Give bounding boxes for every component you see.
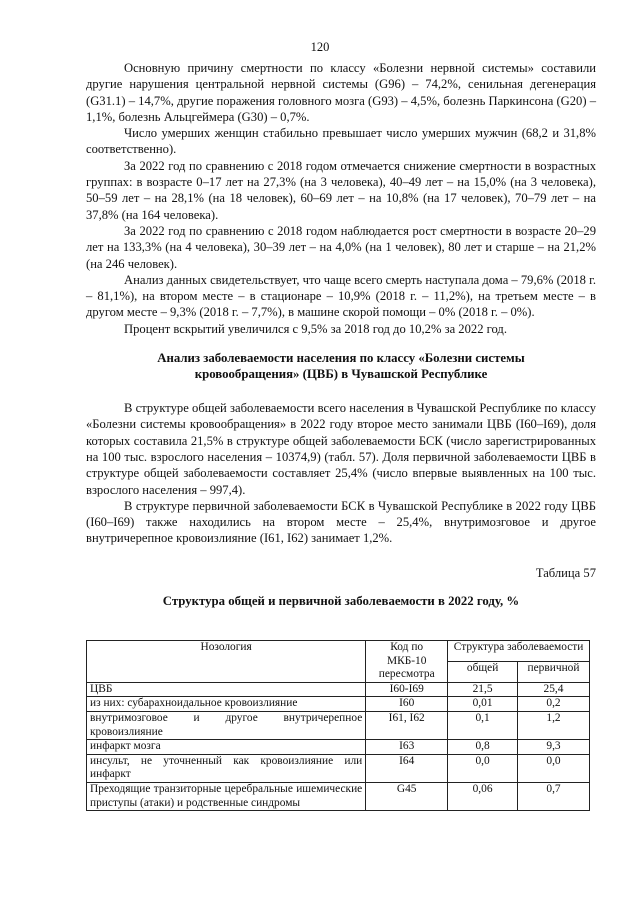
row-general: 0,06 xyxy=(448,782,518,810)
row-nosology: Преходящие транзиторные церебральные ишемические приступы (атаки) и родственные синдромы xyxy=(87,782,366,810)
document-body xyxy=(86,60,596,609)
row-primary: 25,4 xyxy=(518,682,590,697)
row-code: I64 xyxy=(366,754,448,782)
table-row xyxy=(87,711,590,739)
row-nosology: инсульт, не уточненный как кровоизлияние или инфаркт xyxy=(87,754,366,782)
paragraph: Число умерших женщин стабильно превышает число умерших мужчин (68,2 и 31,8% соответственно). xyxy=(86,126,596,157)
paragraph: За 2022 год по сравнению с 2018 годом отмечается снижение смертности в возрастных группах: в возрасте 0–17 лет на 27,3% (на 3 человека), 40–49 лет – на 15,0% (на 3 человека), 50–59 лет – на 28,1% (на 18 человек), 60–69 лет – на 10,8% (на 17 человек), 70–79 лет – на 37,8% (на 164 человека). xyxy=(86,158,596,222)
table-row xyxy=(87,782,590,810)
row-general: 0,8 xyxy=(448,740,518,755)
row-nosology: инфаркт мозга xyxy=(87,740,366,755)
row-general: 21,5 xyxy=(448,682,518,697)
paragraph: В структуре общей заболеваемости всего населения в Чувашской Республике по классу «Болезни системы кровообращения» в 2022 году второе место занимали ЦВБ (I60–I69), доля которых составила 21,5% в структуре общей заболеваемости БСК (число зарегистрированных на 100 тыс. взрослого населения – 10374,9) (табл. 57). Доля первичной заболеваемости ЦВБ в структуре общей заболеваемости составляет 25,4% (число впервые выявленных на 100 тыс. взрослого населения – 997,4). xyxy=(86,401,596,497)
row-general: 0,01 xyxy=(448,697,518,712)
section-heading xyxy=(86,350,596,382)
table-row xyxy=(87,754,590,782)
table-row xyxy=(87,682,590,697)
header-nosology: Нозология xyxy=(87,641,366,683)
morbidity-table xyxy=(86,640,590,811)
paragraph: Процент вскрытий увеличился с 9,5% за 2018 год до 10,2% за 2022 год. xyxy=(124,321,507,336)
row-code: I60 xyxy=(366,697,448,712)
row-primary: 0,7 xyxy=(518,782,590,810)
table-label: Таблица 57 xyxy=(535,565,596,580)
row-code: I63 xyxy=(366,740,448,755)
row-nosology: внутримозговое и другое внутричерепное кровоизлияние xyxy=(87,711,366,739)
header-icd-code: Код по МКБ-10 пересмотра xyxy=(366,641,448,683)
row-nosology: ЦВБ xyxy=(87,682,366,697)
paragraph: В структуре первичной заболеваемости БСК в Чувашской Республике в 2022 году ЦВБ (I60–I69) также находились на втором месте – 25,4%, внутримозговое и другое внутричерепное кровоизлияние (I61, I62) занимает 1,2%. xyxy=(86,498,596,546)
row-primary: 9,3 xyxy=(518,740,590,755)
row-primary: 0,2 xyxy=(518,697,590,712)
table-row xyxy=(87,740,590,755)
row-code: I61, I62 xyxy=(366,711,448,739)
section-heading-line: кровообращения» (ЦВБ) в Чувашской Республике xyxy=(194,367,488,382)
page-number: 120 xyxy=(310,40,330,54)
header-structure: Структура заболеваемости xyxy=(448,641,590,662)
row-general: 0,0 xyxy=(448,754,518,782)
table-row xyxy=(87,697,590,712)
row-general: 0,1 xyxy=(448,711,518,739)
row-primary: 0,0 xyxy=(518,754,590,782)
paragraph: Анализ данных свидетельствует, что чаще всего смерть наступала дома – 79,6% (2018 г. – 81,1%), на втором месте – в стационаре – 10,9% (2018 г. – 11,2%), на третьем месте – в другом месте – 9,3% (2018 г. – 7,7%), в машине скорой помощи – 0% (2018 г. – 0%). xyxy=(86,272,596,320)
row-code: I60-I69 xyxy=(366,682,448,697)
row-code: G45 xyxy=(366,782,448,810)
paragraph: За 2022 год по сравнению с 2018 годом наблюдается рост смертности в возрасте 20–29 лет на 133,3% (на 4 человека), 30–39 лет – на 4,0% (на 1 человек), 80 лет и старше – на 21,2% (на 246 человек). xyxy=(86,223,596,271)
table-caption: Структура общей и первичной заболеваемости в 2022 году, % xyxy=(162,594,520,609)
section-heading-line: Анализ заболеваемости населения по классу «Болезни системы xyxy=(157,351,525,366)
row-primary: 1,2 xyxy=(518,711,590,739)
row-nosology: из них: субарахноидальное кровоизлияние xyxy=(87,697,366,712)
header-general: общей xyxy=(448,661,518,682)
paragraph: Основную причину смертности по классу «Болезни нервной системы» составили другие нарушения центральной нервной системы (G96) – 74,2%, сенильная дегенерация (G31.1) – 14,7%, другие поражения головного мозга (G93) – 4,5%, болезнь Паркинсона (G20) – 1,1%, болезнь Альцгеймера (G30) – 0,7%. xyxy=(86,61,596,124)
header-primary: первичной xyxy=(518,661,590,682)
